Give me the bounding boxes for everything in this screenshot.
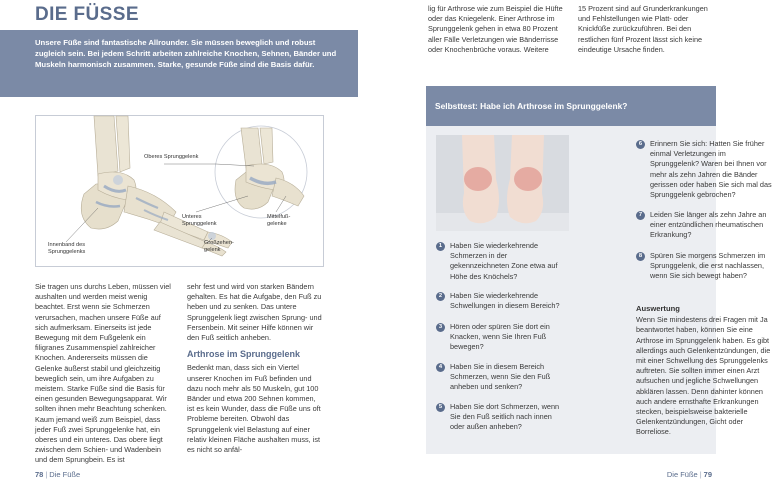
intro-box: [0, 30, 358, 97]
question-number: 8: [636, 252, 645, 261]
question-text: Haben Sie dort Schmerzen, wenn Sie den Fuß seitlich nach innen oder außen anheben?: [450, 402, 560, 432]
left-column-2-paragraph-2: Bedenkt man, dass sich ein Viertel unserer Knochen im Fuß befinden und dazu noch mehr als 50 Muskeln, gut 100 Bänder und etwa 200 Sehnen kommen, ist es kein Wunder, dass die Füße uns oft Probleme bereiten. Obwohl das Sprunggelenk viel Belastung auf einer relativ kleinen Fläche aushalten muss, ist es nicht so anfäl-: [187, 363, 321, 455]
intro-text: Unsere Füße sind fantastische Allrounder. Sie müssen beweglich und robust zugleich sein. Bei jedem Schritt arbeiten zahlreiche Knochen, Sehnen, Bänder und Muskeln harmonisch zusammen. Starke, gesunde Füße sind die Basis dafür.: [35, 38, 337, 69]
evaluation-title: Auswertung: [636, 304, 680, 313]
folio-text-left: Die Füße: [49, 470, 81, 479]
self-test-panel: [426, 86, 772, 454]
section-heading: Arthrose im Sprunggelenk: [187, 349, 301, 360]
question-text: Haben Sie in diesem Bereich Schmerzen, wenn Sie den Fuß anheben und senken?: [450, 362, 551, 392]
chapter-title: DIE FÜSSE: [35, 4, 139, 25]
question-number: 3: [436, 323, 445, 332]
foot-anatomy-figure: [35, 115, 324, 267]
self-test-heading: Selbsttest: Habe ich Arthrose im Sprunggelenk?: [426, 86, 716, 126]
folio-text-right: Die Füße: [666, 470, 698, 479]
right-page: [360, 0, 772, 487]
question-number: 6: [636, 140, 645, 149]
question-8: [636, 251, 776, 282]
left-page: [0, 0, 360, 487]
question-text: Leiden Sie länger als zehn Jahre an einer entzündlichen rheumatischen Erkrankung?: [650, 210, 767, 240]
label-grosszehengelenk: Großzehen-gelenk: [204, 240, 234, 253]
label-innenband: Innenband des Sprunggelenks: [48, 242, 86, 255]
label-oberes-sprunggelenk: Oberes Sprunggelenk: [144, 154, 199, 160]
evaluation-text: Wenn Sie mindestens drei Fragen mit Ja beantwortet haben, können Sie eine Arthrose im Sprunggelenk haben. Es gibt allerdings auch Gelenkentzündungen, die mit einer Schwellung des Sprunggelenks auftreten. Sie sollten immer einen Arzt aufsuchen und jegliche Schwellungen abklären lassen. Denn dahinter können auch andere ernsthafte Erkrankungen stecken, beispielsweise bakterielle Gelenkentzündungen, Gicht oder Borreliose.: [636, 315, 771, 437]
question-6: [636, 139, 776, 200]
question-1: [436, 241, 564, 282]
question-number: 5: [436, 403, 445, 412]
evaluation-box: [636, 304, 774, 438]
question-number: 4: [436, 363, 445, 372]
question-5: [436, 402, 564, 433]
question-3: [436, 322, 564, 353]
question-2: [436, 291, 564, 311]
question-number: 1: [436, 242, 445, 251]
question-text: Hören oder spüren Sie dort ein Knacken, wenn Sie Ihren Fuß bewegen?: [450, 322, 550, 352]
left-column-2: [187, 282, 324, 455]
right-top-column-1: lig für Arthrose wie zum Beispiel die Hüfte oder das Kniegelenk. Einer Arthrose im Sprunggelenk gehen in etwa 80 Prozent aller Fälle Verletzungen wie Bänderrisse oder Knochenbrüche voraus. Weitere: [428, 4, 563, 54]
left-column-2-paragraph-1: sehr fest und wird von starken Bändern gehalten. Es hat die Aufgabe, den Fuß zu heben und zu senken. Das untere Sprunggelenk liegt zwischen Sprung- und Fersenbein. Mit seiner Hilfe können wir den Fuß seitlich anheben.: [187, 282, 322, 343]
folio-right: Die Füße | 79: [666, 470, 712, 479]
page-number-left: 78: [35, 470, 44, 479]
feet-photo: [436, 135, 569, 231]
left-column-1: Sie tragen uns durchs Leben, müssen viel aushalten und werden meist wenig beachtet. Erst wenn sie Schmerzen verursachen, machen unsere Füße auf sich aufmerksam. Einerseits ist jede Bewegung mit dem Fußgelenk ein filigranes Zusammenspiel zahlreicher Knochen. Andererseits müssen die Gelenke äußerst stabil und gleichzeitig beweglich sein, um ihre Aufgaben zu meistern. Starke Füße sind die Basis für einen gesunden Bewegungsapparat. Wir sollten ihnen mehr Beachtung schenken. Kaum jemand weiß zum Beispiel, dass jeder Fuß zwei Sprunggelenke hat, ein oberes und ein unteres. Das obere liegt zwischen dem Schien- und Wadenbein und dem Sprungbein. Es ist: [35, 282, 171, 465]
feet-photo-illustration: [436, 135, 569, 231]
question-text: Haben Sie wiederkehrende Schmerzen in der gekennzeichneten Zone etwa auf Höhe des Knöchels?: [450, 241, 558, 281]
label-mittelfussgelenke: Mittelfuß-gelenke: [267, 214, 291, 227]
question-number: 7: [636, 211, 645, 220]
right-top-column-2: 15 Prozent sind auf Grunderkrankungen und Fehlstellungen wie Platt- oder Knickfüße zurückzuführen. Bei den restlichen fünf Prozent lässt sich keine eindeutige Ursache finden.: [578, 4, 708, 54]
question-4: [436, 362, 564, 393]
question-number: 2: [436, 292, 445, 301]
label-unteres-sprunggelenk: Unteres Sprunggelenk: [182, 214, 217, 227]
question-text: Haben Sie wiederkehrende Schwellungen in diesem Bereich?: [450, 291, 560, 311]
question-text: Erinnern Sie sich: Hatten Sie früher einmal Verletzungen im Sprunggelenk? Waren bei Ihnen vor mehr als zehn Jahren die Bänder gerissen oder haben Sie sich mal das Sprunggelenk gebrochen?: [650, 139, 772, 200]
question-7: [636, 210, 776, 241]
question-text: Spüren Sie morgens Schmerzen im Sprunggelenk, die erst nachlassen, wenn Sie sich bewegt haben?: [650, 251, 766, 281]
folio-left: 78 | Die Füße: [35, 470, 81, 479]
page-number-right: 79: [703, 470, 712, 479]
